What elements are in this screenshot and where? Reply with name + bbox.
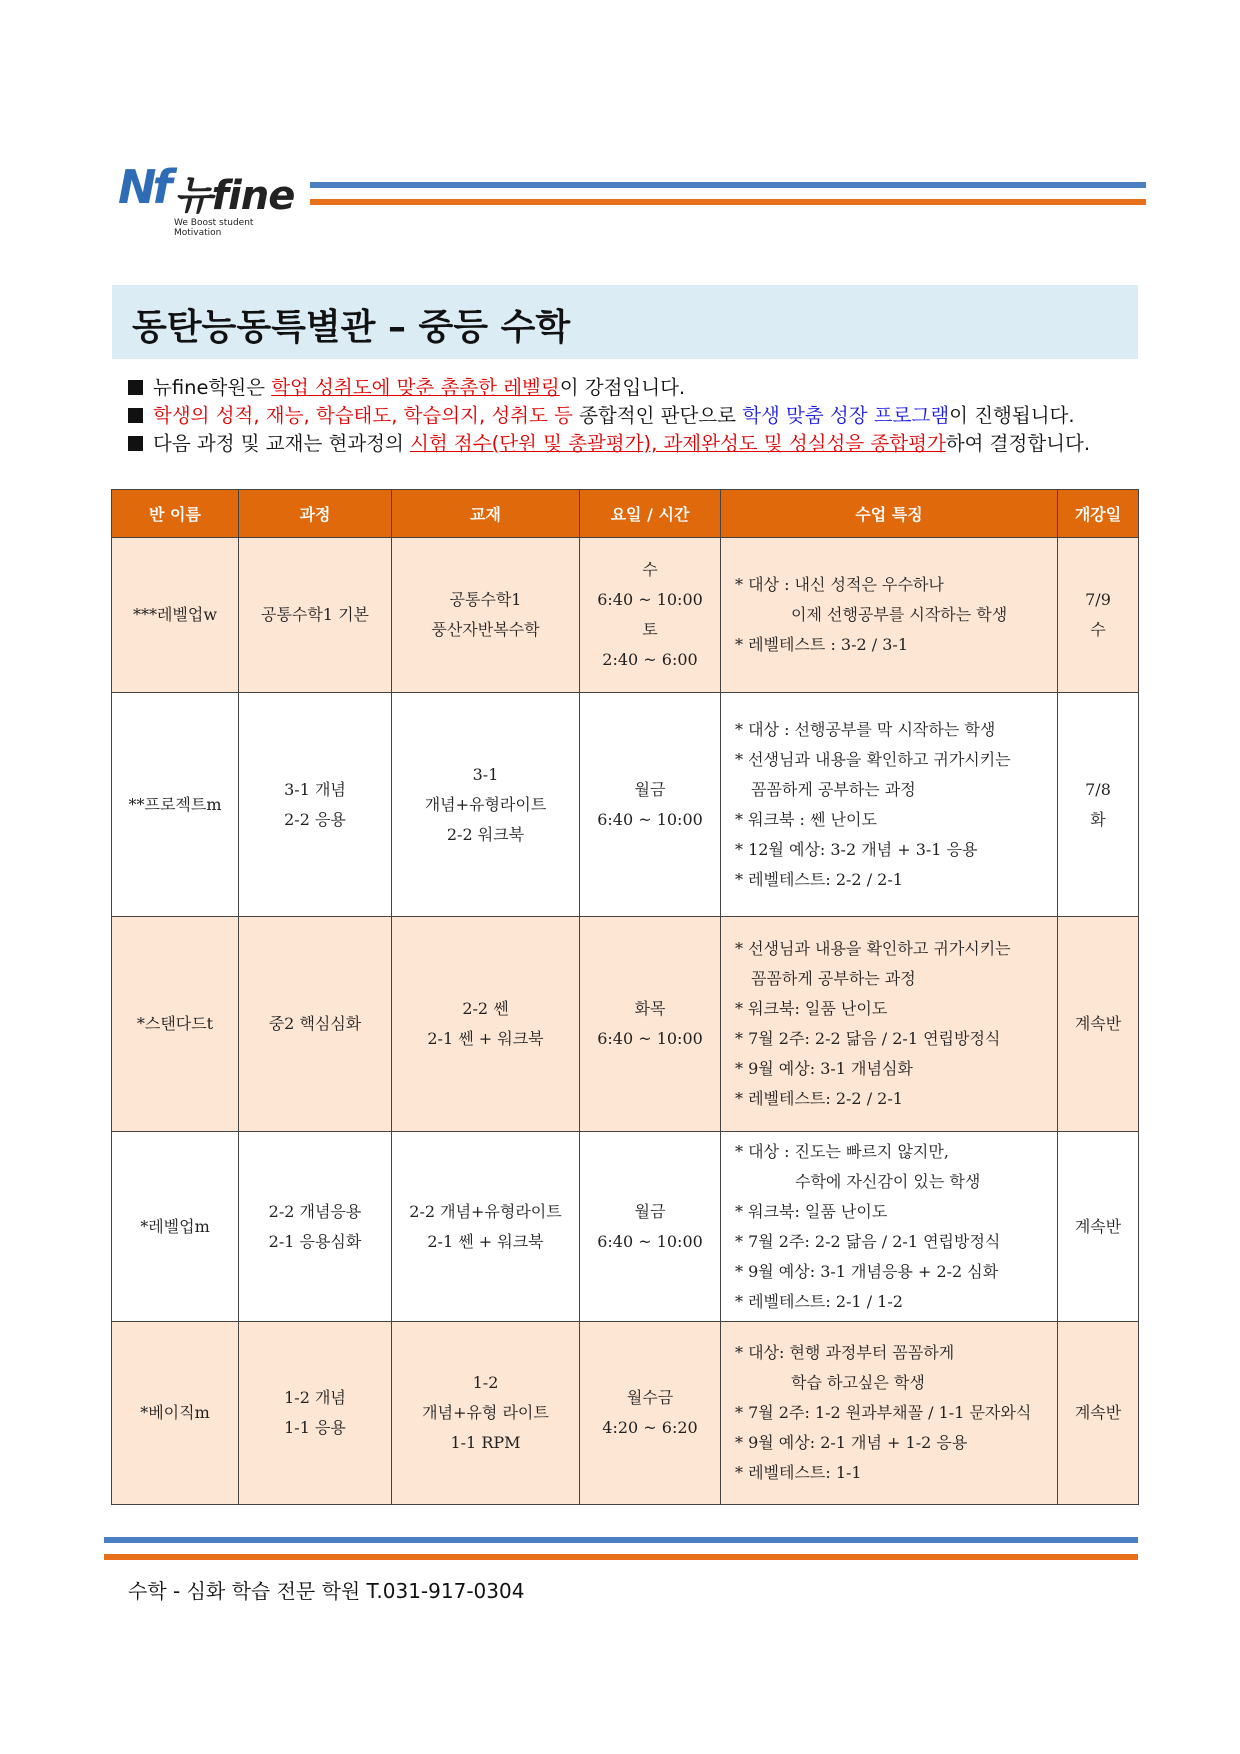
class-schedule-table — [111, 489, 1139, 1505]
cell-schedule — [580, 1322, 721, 1505]
feature-line: 이제 선행공부를 시작하는 학생 — [791, 605, 1008, 624]
footer-rule-blue — [104, 1537, 1138, 1543]
textbook-line: 1-1 RPM — [450, 1433, 521, 1452]
cell-schedule — [580, 538, 721, 693]
start-date-line: 화 — [1090, 809, 1106, 829]
cell-start-date — [1058, 1322, 1139, 1505]
feature-line: 수학에 자신감이 있는 학생 — [795, 1171, 981, 1191]
textbook-line: 3-1 — [472, 764, 499, 784]
feature-line: * 선생님과 내용을 확인하고 귀가시키는 — [735, 939, 1011, 958]
cell-start-date — [1058, 538, 1139, 693]
table-row — [112, 1132, 1139, 1322]
bullet-text-segment: 이 진행됩니다. — [949, 404, 1075, 427]
start-date-line: 7/9 — [1085, 590, 1111, 609]
cell-class-name: ***레벨업w — [112, 538, 239, 693]
bullet-text-segment: 뉴fine학원은 — [153, 376, 272, 399]
logo-mark — [118, 160, 169, 214]
bullet-text-segment: 이 강점입니다. — [559, 376, 686, 399]
feature-line: * 레벨테스트: 2-1 / 1-2 — [735, 1291, 903, 1311]
cell-class-name: **프로젝트m — [112, 693, 239, 917]
feature-line: 꼼꼼하게 공부하는 과정 — [751, 969, 916, 988]
schedule-line: 6:40 ~ 10:00 — [597, 1231, 703, 1251]
cell-class-name: *레벨업m — [112, 1132, 239, 1322]
feature-line: * 워크북 : 쎈 난이도 — [735, 809, 877, 829]
start-date-line: 계속반 — [1074, 1014, 1122, 1033]
feature-line: * 9월 예상: 3-1 개념응용 + 2-2 심화 — [735, 1261, 999, 1281]
cell-start-date — [1058, 1132, 1139, 1322]
cell-course — [239, 1132, 392, 1322]
textbook-line: 개념+유형 라이트 — [422, 1403, 549, 1422]
title-banner — [112, 285, 1138, 359]
textbook-line: 풍산자반복수학 — [431, 620, 540, 639]
schedule-line: 6:40 ~ 10:00 — [597, 809, 703, 829]
header-start-date: 개강일 — [1058, 490, 1139, 538]
cell-schedule — [580, 693, 721, 917]
bullet-text-segment: 학생 맞춤 성장 프로그램 — [742, 404, 950, 427]
header-schedule: 요일 / 시간 — [580, 490, 721, 538]
header-class-name: 반 이름 — [112, 490, 239, 538]
cell-course — [239, 693, 392, 917]
header-features: 수업 특징 — [721, 490, 1058, 538]
schedule-line: 토 — [642, 620, 658, 639]
feature-line: * 7월 2주: 1-2 원과부채꼴 / 1-1 문자와식 — [735, 1403, 1032, 1422]
feature-line: * 7월 2주: 2-2 닮음 / 2-1 연립방정식 — [735, 1231, 1001, 1251]
intro-bullet — [128, 374, 1148, 402]
footer-text: 수학 - 심화 학습 전문 학원 T.031-917-0304 — [128, 1579, 525, 1603]
cell-textbook — [392, 1322, 580, 1505]
schedule-line: 월금 — [634, 1201, 666, 1221]
schedule-line: 6:40 ~ 10:00 — [597, 1029, 703, 1048]
feature-line: * 레벨테스트: 2-2 / 2-1 — [735, 1089, 903, 1108]
course-line: 1-2 개념 — [284, 1388, 346, 1407]
textbook-line: 개념+유형라이트 — [424, 794, 547, 814]
footer-rule-orange — [104, 1554, 1138, 1560]
cell-start-date — [1058, 917, 1139, 1132]
course-line: 공통수학1 기본 — [260, 605, 369, 624]
cell-features — [721, 693, 1058, 917]
bullet-text-segment: 다음 과정 및 교재는 현과정의 — [153, 432, 411, 455]
table-row — [112, 1322, 1139, 1505]
bullet-text-segment: 학업 성취도에 맞춘 촘촘한 레벨링 — [271, 376, 560, 399]
intro-bullets — [128, 374, 1148, 458]
schedule-line: 2:40 ~ 6:00 — [602, 650, 698, 669]
feature-line: * 워크북: 일품 난이도 — [735, 1201, 888, 1221]
feature-line: * 대상 : 진도는 빠르지 않지만, — [735, 1141, 949, 1161]
feature-line: * 레벨테스트: 2-2 / 2-1 — [735, 869, 903, 889]
textbook-line: 2-1 쎈 + 워크북 — [427, 1029, 544, 1048]
feature-line: * 대상: 현행 과정부터 꼼꼼하게 — [735, 1343, 955, 1362]
table-row — [112, 693, 1139, 917]
cell-schedule — [580, 917, 721, 1132]
bullet-square-icon — [128, 408, 143, 423]
logo-tagline: We Boost student Motivation — [174, 218, 254, 238]
start-date-line: 7/8 — [1085, 779, 1111, 799]
course-line: 3-1 개념 — [284, 779, 346, 799]
cell-course — [239, 1322, 392, 1505]
textbook-line: 1-2 — [472, 1373, 499, 1392]
feature-line: * 9월 예상: 2-1 개념 + 1-2 응용 — [735, 1433, 968, 1452]
cell-features — [721, 1322, 1058, 1505]
cell-class-name: *스탠다드t — [112, 917, 239, 1132]
cell-start-date — [1058, 693, 1139, 917]
textbook-line: 공통수학1 — [449, 590, 522, 609]
course-line: 2-2 응용 — [284, 809, 346, 829]
intro-bullet — [128, 430, 1148, 458]
cell-features — [721, 1132, 1058, 1322]
cell-textbook — [392, 538, 580, 693]
start-date-line: 수 — [1090, 620, 1106, 639]
header-course: 과정 — [239, 490, 392, 538]
page-title: 동탄능동특별관 – 중등 수학 — [132, 307, 571, 348]
cell-features — [721, 538, 1058, 693]
schedule-line: 월금 — [634, 779, 666, 799]
textbook-line: 2-2 쎈 — [462, 999, 509, 1018]
table-row — [112, 917, 1139, 1132]
feature-line: * 12월 예상: 3-2 개념 + 3-1 응용 — [735, 839, 978, 859]
brand-logo — [118, 160, 298, 238]
schedule-line: 수 — [642, 560, 658, 579]
feature-line: 꼼꼼하게 공부하는 과정 — [751, 779, 916, 799]
start-date-line: 계속반 — [1074, 1403, 1122, 1422]
start-date-line: 계속반 — [1074, 1216, 1122, 1236]
schedule-line: 4:20 ~ 6:20 — [602, 1418, 698, 1437]
textbook-line: 2-2 워크북 — [446, 824, 525, 844]
feature-line: * 대상 : 선행공부를 막 시작하는 학생 — [735, 719, 996, 739]
bullet-square-icon — [128, 380, 143, 395]
table-header-row — [112, 490, 1139, 538]
course-line: 중2 핵심심화 — [268, 1014, 362, 1033]
feature-line: * 선생님과 내용을 확인하고 귀가시키는 — [735, 749, 1011, 769]
logo-wordmark: 뉴fine — [174, 173, 295, 219]
bullet-text-segment: 종합적인 판단으로 — [572, 404, 743, 427]
feature-line: * 대상 : 내신 성적은 우수하나 — [735, 575, 944, 594]
cell-class-name: *베이직m — [112, 1322, 239, 1505]
bullet-text-segment: 학생의 성적, 재능, 학습태도, 학습의지, 성취도 등 — [153, 404, 573, 427]
bullet-square-icon — [128, 436, 143, 451]
table-row — [112, 538, 1139, 693]
feature-line: * 7월 2주: 2-2 닮음 / 2-1 연립방정식 — [735, 1029, 1001, 1048]
cell-textbook — [392, 917, 580, 1132]
course-line: 1-1 응용 — [284, 1418, 346, 1437]
intro-bullet — [128, 402, 1148, 430]
course-line: 2-2 개념응용 — [268, 1201, 362, 1221]
logo-mark-text: Nf — [118, 160, 169, 214]
schedule-line: 6:40 ~ 10:00 — [597, 590, 703, 609]
feature-line: * 레벨테스트 : 3-2 / 3-1 — [735, 635, 909, 654]
cell-textbook — [392, 693, 580, 917]
schedule-line: 월수금 — [626, 1388, 674, 1407]
feature-line: * 레벨테스트: 1-1 — [735, 1463, 862, 1482]
header-rule-orange — [310, 199, 1146, 205]
schedule-line: 화목 — [634, 999, 666, 1018]
bullet-text-segment: 하여 결정합니다. — [945, 432, 1091, 455]
course-line: 2-1 응용심화 — [268, 1231, 362, 1251]
cell-textbook — [392, 1132, 580, 1322]
textbook-line: 2-2 개념+유형라이트 — [409, 1201, 562, 1221]
cell-schedule — [580, 1132, 721, 1322]
bullet-text-segment: 시험 점수(단원 및 총괄평가), 과제완성도 및 성실성을 종합평가 — [410, 432, 946, 455]
header-rule-blue — [310, 182, 1146, 188]
header-textbook: 교재 — [392, 490, 580, 538]
textbook-line: 2-1 쎈 + 워크북 — [427, 1231, 544, 1251]
cell-course — [239, 538, 392, 693]
feature-line: * 워크북: 일품 난이도 — [735, 999, 888, 1018]
cell-features — [721, 917, 1058, 1132]
feature-line: 학습 하고싶은 학생 — [791, 1373, 925, 1392]
cell-course — [239, 917, 392, 1132]
feature-line: * 9월 예상: 3-1 개념심화 — [735, 1059, 913, 1078]
